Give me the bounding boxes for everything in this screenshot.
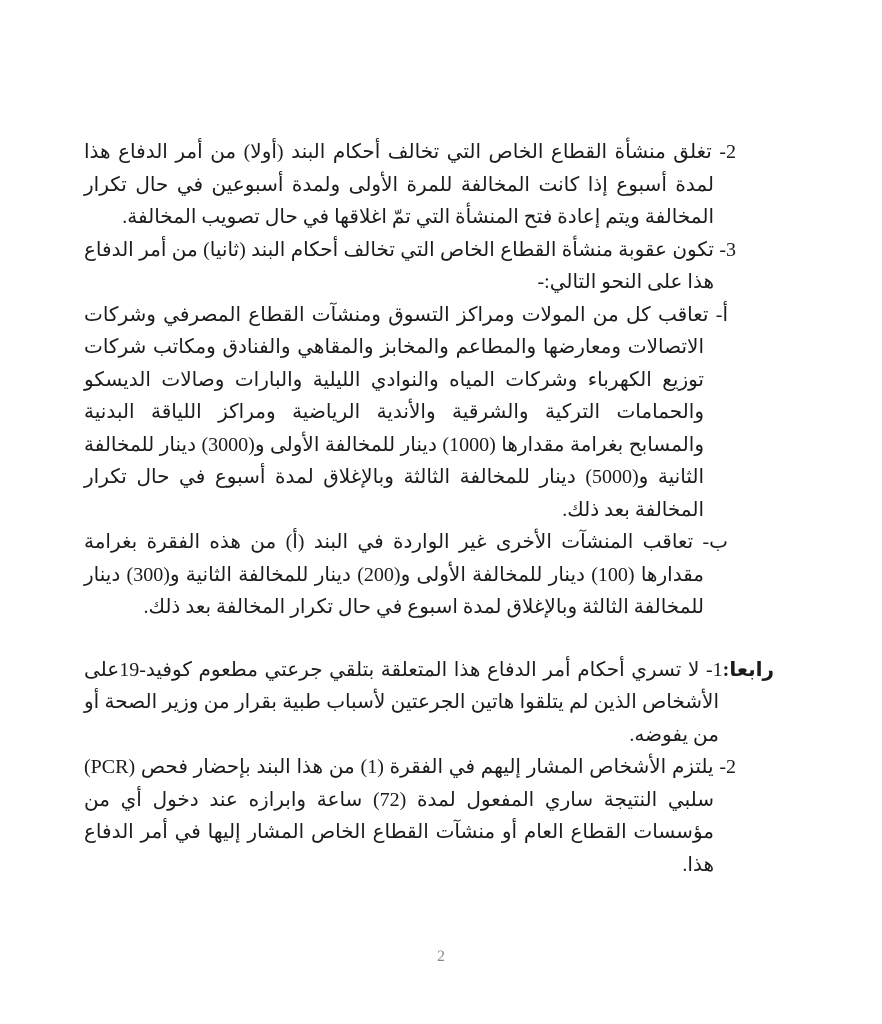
- document-text-block: [84, 136, 774, 881]
- page-number: 2: [437, 948, 445, 965]
- paragraph-section-four-item-1: [84, 654, 774, 752]
- paragraph-item-3: 3- تكون عقوبة منشأة القطاع الخاص التي تخالف أحكام البند (ثانيا) من أمر الدفاع هذا على النحو التالي:-: [84, 238, 736, 293]
- paragraph-sub-item-b: ب- تعاقب المنشآت الأخرى غير الواردة في البند (أ) من هذه الفقرة بغرامة مقدارها (100) دينار للمخالفة الأولى و(200) دينار للمخالفة الثانية و(300) دينار للمخالفة الثالثة وبالإغلاق لمدة اسبوع في حال تكرار المخالفة بعد ذلك.: [84, 531, 728, 618]
- paragraph-sub-item-a: أ- تعاقب كل من المولات ومراكز التسوق ومنشآت القطاع المصرفي وشركات الاتصالات ومعارضها والمطاعم والمخابز والمقاهي والفنادق ومكاتب شركات توزيع الكهرباء وشركات المياه والنوادي الليلية والبارات وصالات الديسكو والحمامات التركية والشرقية والأندية الرياضية ومراكز اللياقة البدنية والمسابح بغرامة مقدارها (1000) دينار للمخالفة الأولى و(3000) دينار للمخالفة الثانية و(5000) دينار للمخالفة الثالثة وبالإغلاق لمدة أسبوع في حال تكرار المخالفة بعد ذلك.: [84, 303, 728, 521]
- section-four-label: رابعا:: [722, 658, 774, 681]
- section-four-item-1-text: 1- لا تسري أحكام أمر الدفاع هذا المتعلقة بتلقي جرعتي مطعوم كوفيد-19على الأشخاص الذين لم يتلقوا هاتين الجرعتين لأسباب طبية بقرار من وزير الصحة أو من يفوضه.: [84, 658, 723, 746]
- paragraph-item-2: 2- تغلق منشأة القطاع الخاص التي تخالف أحكام البند (أولا) من أمر الدفاع هذا لمدة أسبوع إذا كانت المخالفة للمرة الأولى ولمدة أسبوعين في حال تكرار المخالفة ويتم إعادة فتح المنشأة التي تمّ اغلاقها في حال تصويب المخالفة.: [84, 141, 736, 228]
- paragraph-section-four-item-2: 2- يلتزم الأشخاص المشار إليهم في الفقرة (1) من هذا البند بإحضار فحص (PCR) سلبي النتيجة ساري المفعول لمدة (72) ساعة وابرازه عند دخول أي من مؤسسات القطاع العام أو منشآت القطاع الخاص المشار إليها في أمر الدفاع هذا.: [84, 756, 737, 876]
